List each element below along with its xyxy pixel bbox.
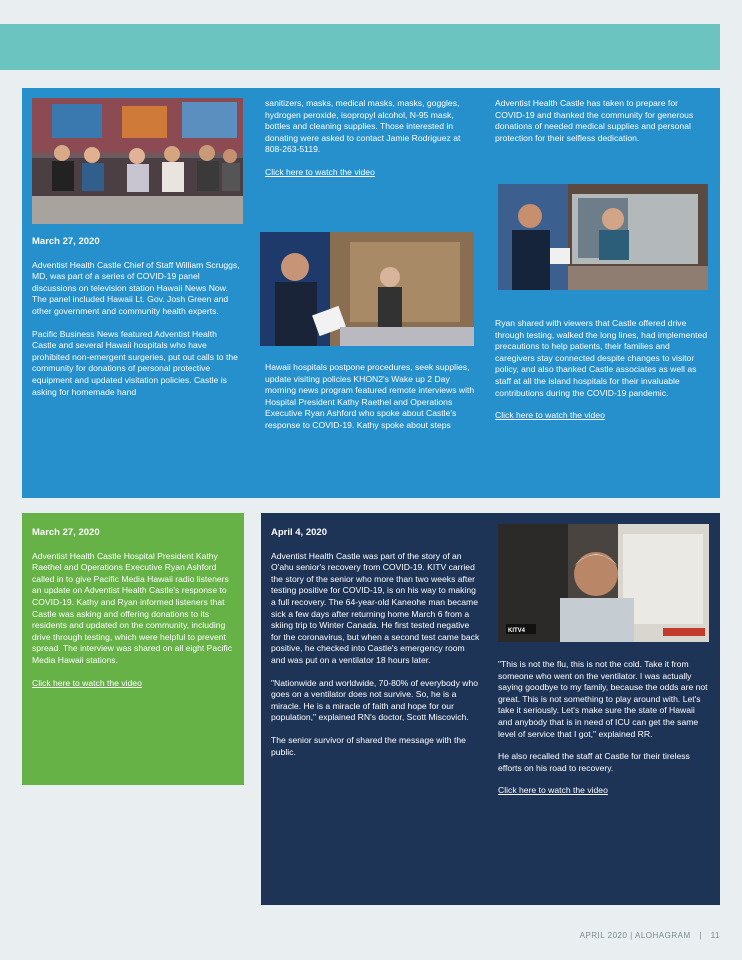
issue-label: APRIL 2020 | ALOHAGRAM bbox=[579, 931, 691, 940]
article-paragraph: Adventist Health Castle was part of the story of an O'ahu senior's recovery from COVID-19. KITV carried the story of the senior who more than two weeks after testing positive for COVID-19, is on his way to making a full recovery. The 64-year-old Kaneohe man became sick a few days after returning home March 6 from a skiing trip to Winter Canada. He first tested negative for the coronavirus, but when a second test came back positive, he checked into Castle's emergency room and was put on a ventilator 18 hours later. bbox=[271, 550, 480, 665]
article-paragraph: Adventist Health Castle has taken to prepare for COVID-19 and thanked the community for generous donations of needed medical supplies and personal protection for their selfless dedication. bbox=[495, 98, 694, 143]
article-paragraph: sanitizers, masks, medical masks, masks, goggles, hydrogen peroxide, isopropyl alcohol, N-95 mask, bottles and cleaning supplies. Those interested in donating were asked to contact Jamie Rodriguez at 808-263-5119. bbox=[265, 98, 461, 155]
patient-quote: "This is not the flu, this is not the cold. Take it from someone who went on the ventilator. I was actually saying goodbye to my family, because the odds are not great. This is not something to play around with. Let's take it seriously. Let's make sure the state of Hawaii and anybody that is in need of ICU can get the same level of service that I got," explained RR. bbox=[498, 659, 708, 739]
news-panel-blue bbox=[22, 88, 720, 498]
watch-video-link[interactable]: Click here to watch the video bbox=[495, 410, 605, 421]
section-date: April 4, 2020 bbox=[271, 527, 327, 538]
tv-studio-image bbox=[32, 98, 243, 224]
watch-video-link[interactable]: Click here to watch the video bbox=[498, 785, 608, 796]
page-footer bbox=[574, 931, 720, 940]
article-paragraph: "Nationwide and worldwide, 70-80% of everybody who goes on a ventilator does not survive. So, he is a miracle. He is a miracle of faith and hope for our population," explained RN's doctor, Scott Miscovich. bbox=[271, 677, 479, 723]
split-screen-image bbox=[498, 184, 708, 290]
news-broadcast-image bbox=[260, 232, 474, 346]
article-paragraph: The senior survivor of shared the message with the public. bbox=[271, 734, 466, 757]
tv-logo: KITV4 bbox=[508, 628, 526, 634]
page-number: 11 bbox=[710, 931, 720, 940]
article-paragraph: Adventist Health Castle Hospital President Kathy Raethel and Operations Executive Ryan Ashford called in to give Pacific Media Hawaii radio listeners an update on Adventist Health Castle's response to COVID-19. Kathy and Ryan informed listeners that Castle was asking and offering donations to its residents and updated on the community, including drive through testing, which were helpful to prevent spread. The interview was shared on all eight Pacific Media Hawaii stations. bbox=[32, 550, 232, 665]
news-panel-navy bbox=[261, 513, 720, 905]
video-call-image bbox=[498, 524, 709, 642]
section-date: March 27, 2020 bbox=[32, 527, 100, 538]
watch-video-link[interactable]: Click here to watch the video bbox=[32, 677, 142, 688]
article-paragraph: Adventist Health Castle Chief of Staff William Scruggs, MD, was part of a series of COVID-19 panel discussions on television station Hawaii News Now. The panel included Hawaii Lt. Gov. Josh Green and other government and community health experts. bbox=[32, 259, 240, 316]
article-paragraph: Hawaii hospitals postpone procedures, seek supplies, update visiting policies KHON2's Wake up 2 Day morning news program featured remote interviews with Hospital President Kathy Raethel and Operations Executive Ryan Ashford who spoke about Castle's response to COVID-19. Kathy spoke about steps bbox=[265, 362, 475, 430]
footer-separator: | bbox=[699, 931, 702, 940]
tv-panel-photo bbox=[32, 98, 243, 224]
news-panel-green bbox=[22, 513, 244, 785]
remote-interview-photo bbox=[498, 184, 708, 290]
news-interview-photo bbox=[260, 232, 474, 346]
section-date: March 27, 2020 bbox=[32, 236, 100, 247]
patient-interview-photo bbox=[498, 524, 709, 642]
header-banner bbox=[0, 24, 720, 70]
article-paragraph: Pacific Business News featured Adventist Health Castle and several Hawaii hospitals who have prohibited non-emergent surgeries, put out calls to the community for donations of personal protective equipment and updated visitation policies. Castle is asking for homemade hand bbox=[32, 328, 238, 397]
watch-video-link[interactable]: Click here to watch the video bbox=[265, 166, 375, 177]
article-paragraph: Ryan shared with viewers that Castle offered drive through testing, walked the long lines, had implemented precautions to help patients, their families and caregivers stay connected despite changes to visitor policy, and also thanked Castle associates as well as staff at all the island hospitals for their invaluable contributions during the COVID-19 pandemic. bbox=[495, 318, 708, 398]
article-paragraph: He also recalled the staff at Castle for their tireless efforts on his road to recovery. bbox=[498, 751, 690, 773]
